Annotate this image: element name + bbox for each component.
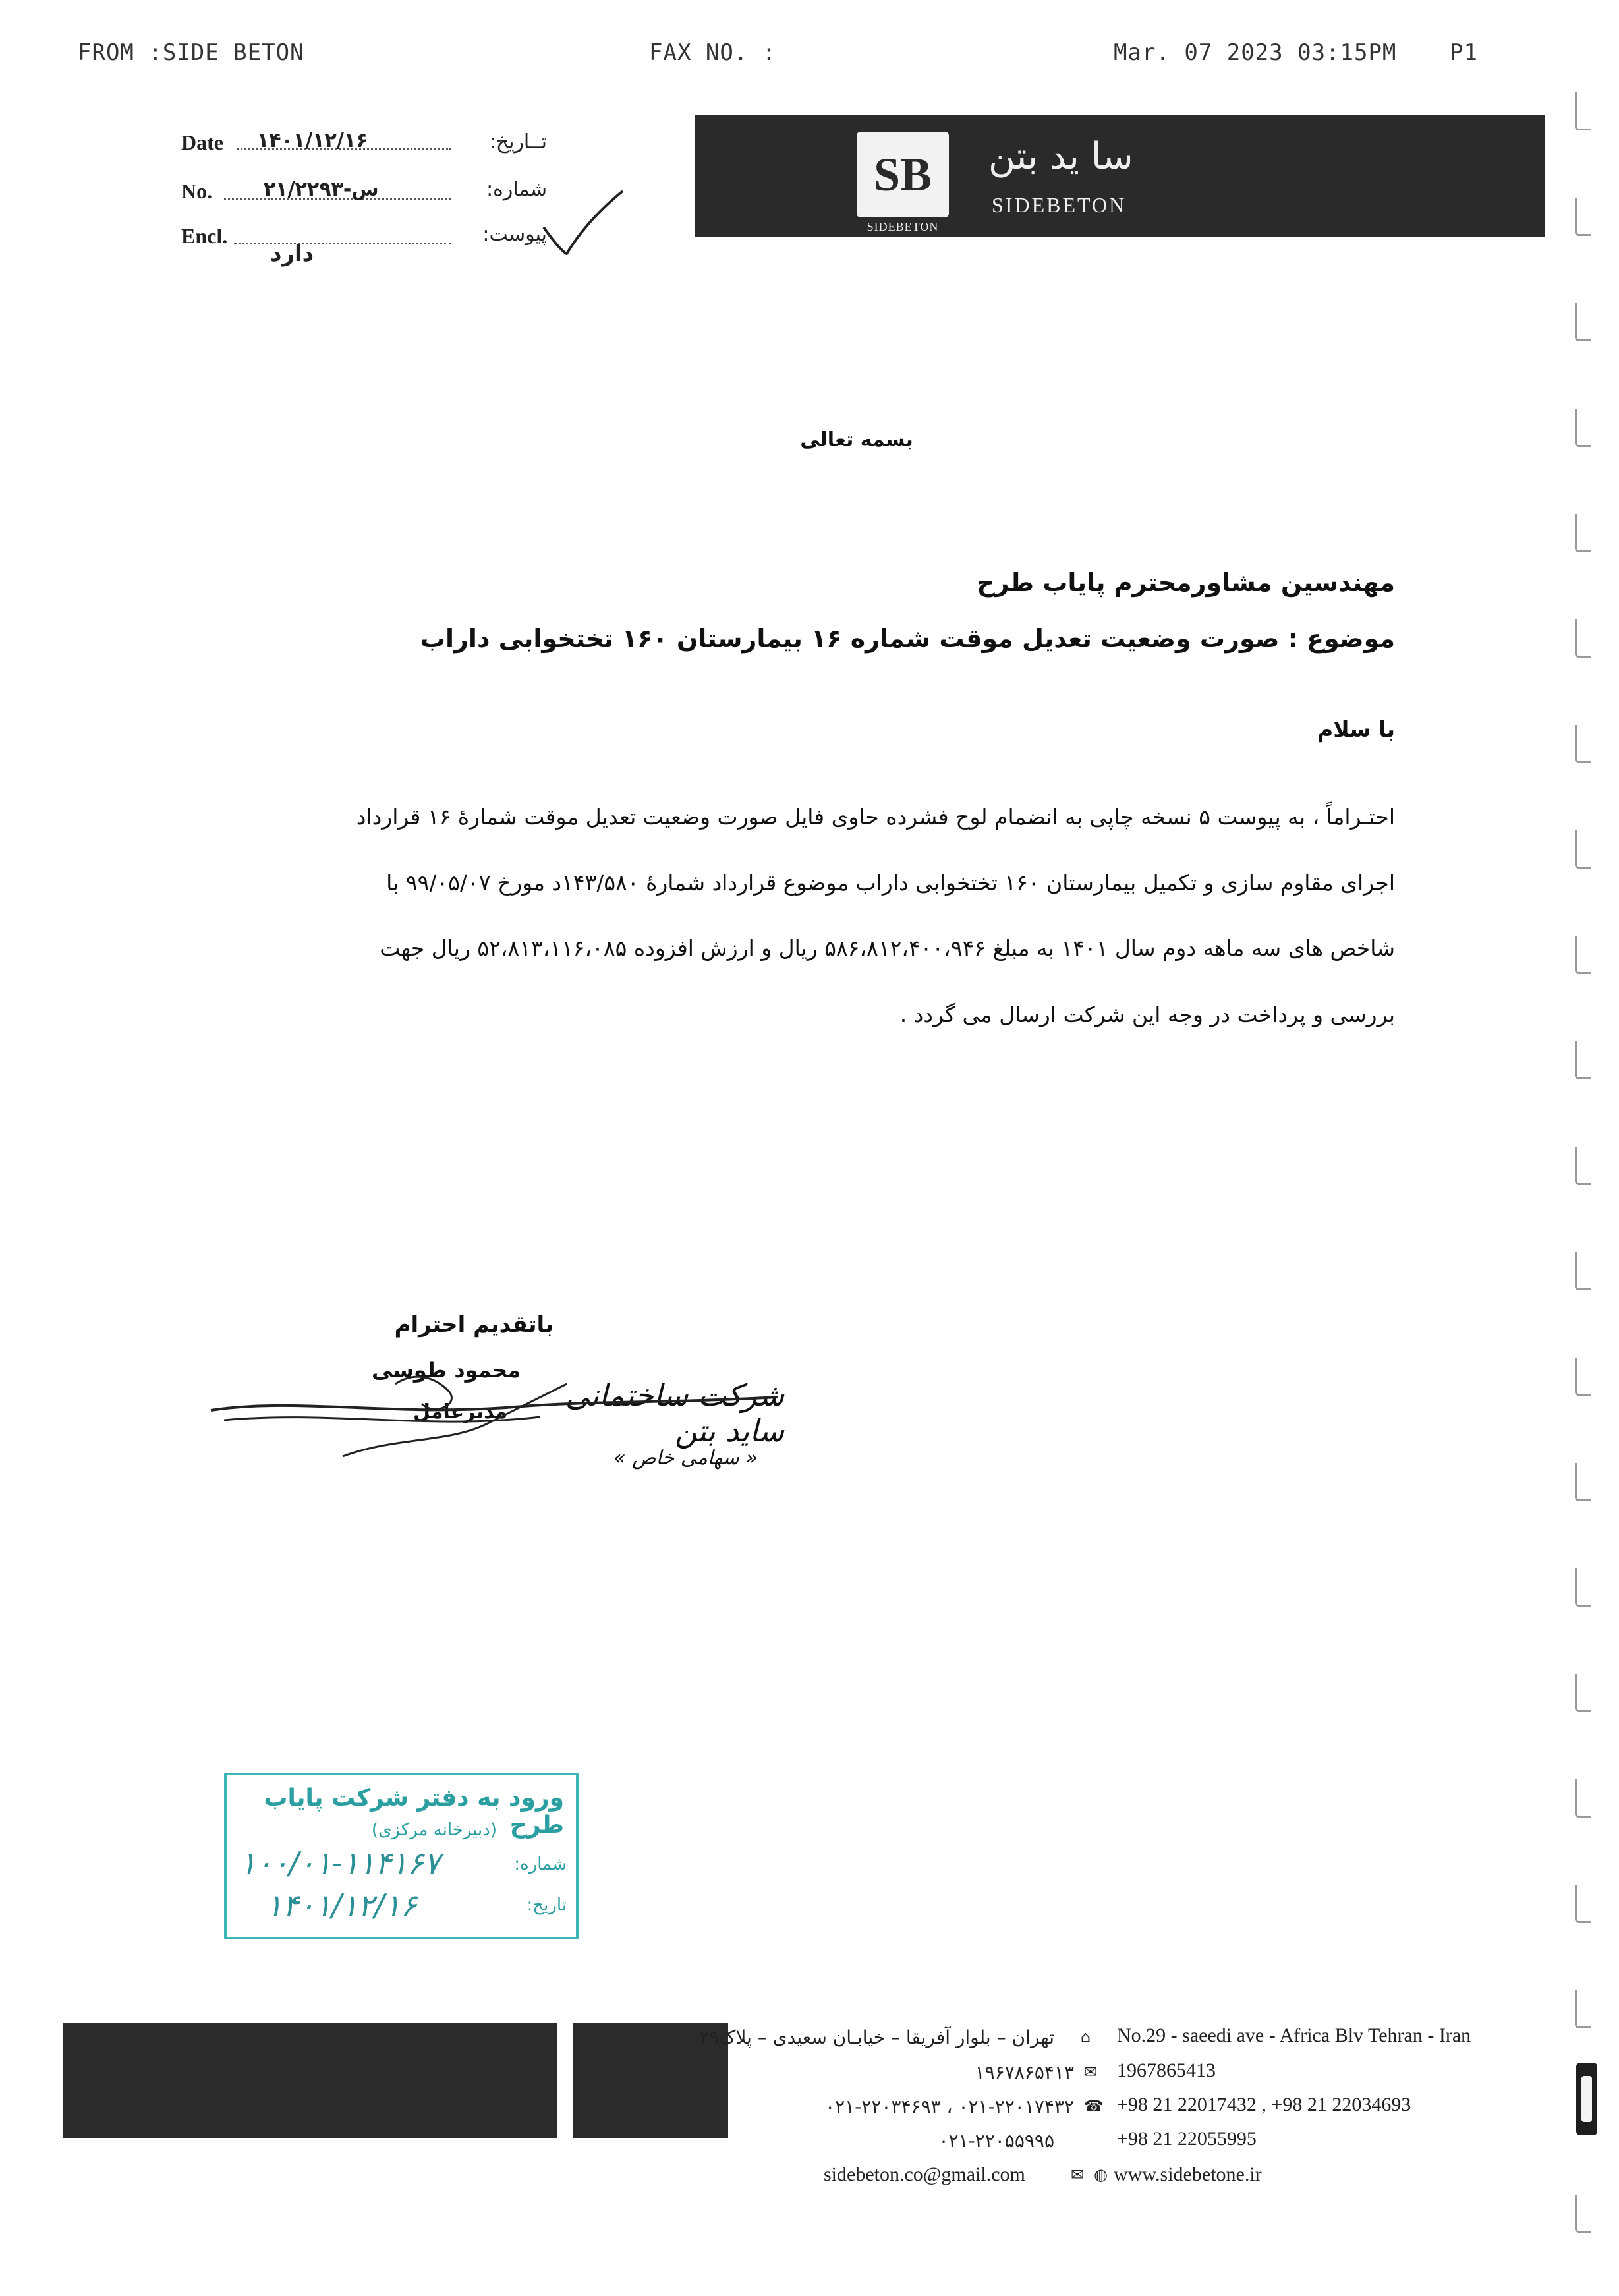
enclosure-value: دارد — [270, 241, 314, 267]
company-signature: شرکت ساختمانی سايد بتن — [565, 1377, 784, 1449]
date-label-fa: تــاريخ: — [489, 130, 547, 154]
footer-bar — [63, 2023, 557, 2138]
signer-name: محمود طوسی — [372, 1358, 521, 1383]
footer-phone-fa: ۰۲۱-۲۲۰۱۷۴۳۲ ، ۰۲۱-۲۲۰۳۴۶۹۳ — [825, 2096, 1074, 2117]
closing: باتقديم احترام — [394, 1311, 554, 1338]
stamp-date-value: ۱۴۰۱/۱۲/۱۶ — [266, 1887, 417, 1923]
fax-number: FAX NO. : — [649, 40, 777, 66]
binder-mark — [1575, 198, 1591, 236]
date-label-en: Date — [181, 130, 223, 154]
enclosure-label-en: Encl. — [181, 224, 228, 248]
date-value: ۱۴۰۱/۱۲/۱۶ — [257, 129, 368, 152]
stamp-title: ورود به دفتر شرکت پاياب طرح — [264, 1785, 564, 1839]
brand-name-en: SIDEBETON — [992, 193, 1127, 217]
paragraph-line-4: بررسی و پرداخت در وجه اين شرکت ارسال می گردد . — [899, 1002, 1395, 1027]
footer-address-fa: تهران – بلوار آفريقا – خيابـان سعيدی – پلاک۲۹ — [699, 2026, 1054, 2048]
binder-mark — [1575, 1147, 1591, 1185]
recipient: مهندسين مشاورمحترم پاياب طرح — [977, 568, 1395, 597]
fax-datetime: Mar. 07 2023 03:15PM — [1114, 40, 1397, 66]
footer-address-en: No.29 - saeedi ave - Africa Blv Tehran - Iran — [1117, 2024, 1471, 2046]
footer-website: www.sidebetone.ir — [1114, 2164, 1262, 2185]
logo-caption: SIDEBETON — [866, 220, 939, 233]
binder-mark — [1575, 1990, 1591, 2028]
binder-mark — [1575, 1779, 1591, 1818]
binder-mark — [1575, 409, 1591, 447]
binder-mark — [1575, 619, 1591, 658]
footer-email: sidebeton.co@gmail.com — [824, 2164, 1025, 2185]
binder-mark — [1575, 1358, 1591, 1396]
binder-clip-slot — [1581, 2076, 1592, 2122]
fax-page: P1 — [1450, 40, 1478, 66]
greeting: با سلام — [1317, 716, 1395, 742]
binder-mark — [1575, 1568, 1591, 1607]
handwritten-signature-icon — [198, 1358, 791, 1470]
company-type: « سهامی خاص » — [613, 1447, 758, 1470]
enclosure-label-fa: پيوست: — [482, 223, 547, 246]
binder-mark — [1575, 1463, 1591, 1501]
email-icon: ✉ — [1071, 2166, 1085, 2184]
signer-title: مديرعامل — [413, 1400, 507, 1423]
stamp-subtitle: (دبيرخانه مرکزی) — [371, 1820, 497, 1840]
paragraph-line-1: احتـراماً ، به پيوست ۵ نسخه چاپی به انضمام لوح فشرده حاوی فايل صورت وضعيت تعديل موقت شمارهٔ ۱۶ قرارداد — [356, 804, 1395, 830]
fax-from: FROM :SIDE BETON — [78, 40, 304, 66]
brand-name-fa: سا يد بتن — [988, 135, 1133, 178]
home-icon: ⌂ — [1081, 2028, 1091, 2046]
binder-mark — [1575, 830, 1591, 869]
footer-fax-en: +98 21 22055995 — [1117, 2128, 1257, 2150]
postal-icon: ✉ — [1084, 2063, 1098, 2081]
reception-stamp — [224, 1773, 579, 1939]
globe-icon: ◍ — [1094, 2166, 1108, 2184]
paragraph-line-3: شاخص های سه ماهه دوم سال ۱۴۰۱ به مبلغ ۵۸۶،۸۱۲،۴۰۰،۹۴۶ ريال و ارزش افزوده ۵۲،۸۱۳،۱۱۶،۰۸۵ ريال جهت — [380, 935, 1395, 961]
enclosure-dotted-line — [234, 243, 451, 244]
binder-mark — [1575, 936, 1591, 974]
stamp-date-label: تاريخ: — [526, 1895, 567, 1915]
binder-mark — [1575, 2195, 1591, 2233]
number-label-en: No. — [181, 179, 213, 203]
invocation: بسمه تعالی — [800, 428, 913, 451]
number-value: ۲۱/۲۲۹۳-س — [264, 178, 379, 201]
binder-mark — [1575, 514, 1591, 552]
footer-postal-en: 1967865413 — [1117, 2059, 1216, 2081]
binder-mark — [1575, 303, 1591, 341]
stamp-number-value: ۱۰۰/۰۱-۱۱۴۱۶۷ — [240, 1845, 440, 1881]
phone-icon: ☎ — [1084, 2097, 1104, 2115]
binder-mark — [1575, 1885, 1591, 1923]
binder-mark — [1575, 1674, 1591, 1712]
binder-mark — [1575, 725, 1591, 763]
footer-phone-en: +98 21 22017432 , +98 21 22034693 — [1117, 2094, 1411, 2115]
footer-postal-fa: ۱۹۶۷۸۶۵۴۱۳ — [975, 2061, 1074, 2083]
binder-mark — [1575, 92, 1591, 130]
number-label-fa: شماره: — [486, 178, 547, 201]
paragraph-line-2: اجرای مقاوم سازی و تکميل بيمارستان ۱۶۰ تختخوابی داراب موضوع قرارداد شمارهٔ ۱۴۳/۵۸۰د مورخ ۹۹/۰۵/۰۷ با — [386, 870, 1395, 896]
binder-mark — [1575, 1041, 1591, 1079]
checkmark-icon — [540, 188, 626, 260]
stamp-number-label: شماره: — [514, 1854, 567, 1874]
company-logo: SB — [857, 132, 949, 217]
footer-fax-fa: ۰۲۱-۲۲۰۵۵۹۹۵ — [938, 2130, 1054, 2152]
subject: موضوع : صورت وضعيت تعديل موقت شماره ۱۶ بيمارستان ۱۶۰ تختخوابی داراب — [420, 624, 1395, 653]
binder-mark — [1575, 1252, 1591, 1290]
